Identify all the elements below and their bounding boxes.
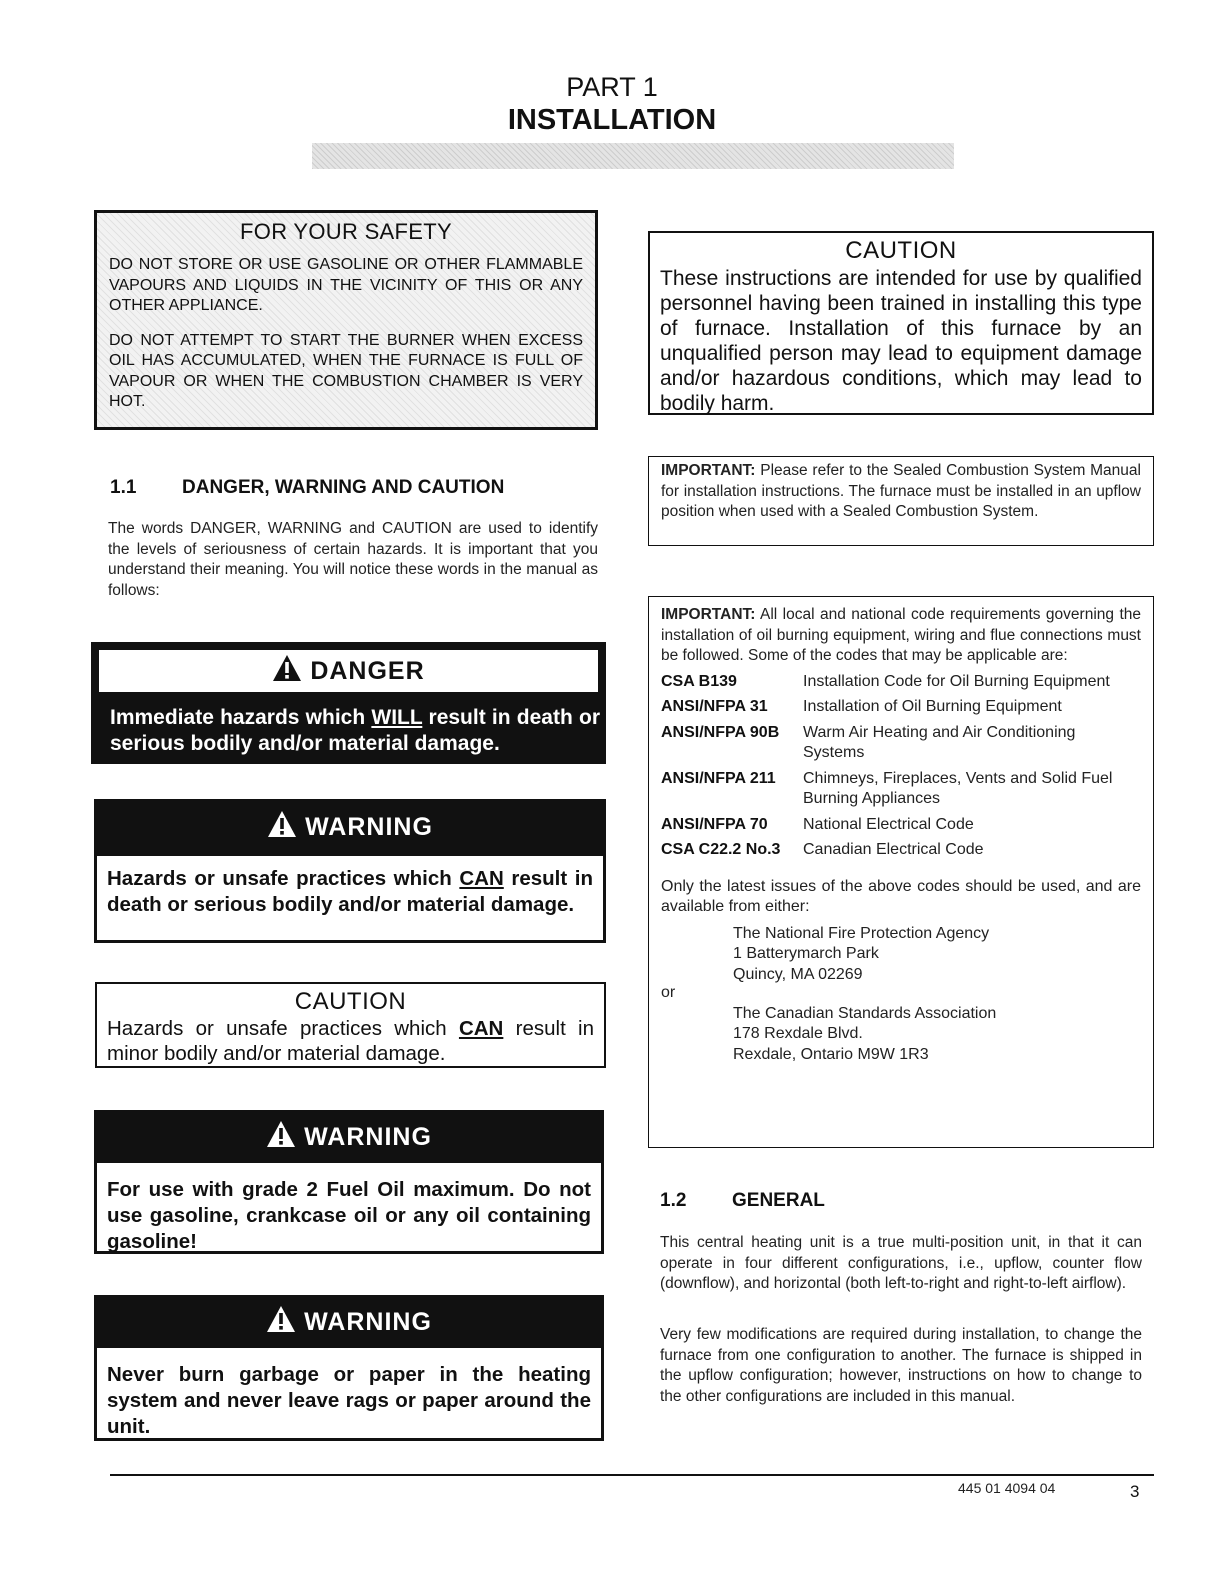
warning-1-title: WARNING xyxy=(305,813,433,841)
important-2-label: IMPORTANT: xyxy=(661,606,756,623)
caution-qualified-title: CAUTION xyxy=(845,237,957,264)
code-description: Warm Air Heating and Air Conditioning Systems xyxy=(803,723,1076,761)
part-heading: PART 1 xyxy=(566,72,658,102)
danger-emphasis: WILL xyxy=(371,706,423,729)
warning-3-title: WARNING xyxy=(304,1308,432,1336)
code-row xyxy=(661,840,1141,861)
caution-minor-text: Hazards or unsafe practices which CAN result in minor bodily and/or material damage. xyxy=(107,1017,594,1065)
section-1-1-number: 1.1 xyxy=(110,477,137,498)
section-1-1-body: The words DANGER, WARNING and CAUTION are used to identify the levels of seriousness of certain hazards. It is important that you understand their meaning. You will notice these words in the manual as follows: xyxy=(108,520,598,599)
section-1-2-heading xyxy=(660,1190,825,1212)
codes-availability-note: Only the latest issues of the above codes should be used, and are available from either: xyxy=(661,877,1141,915)
warning-2-text: For use with grade 2 Fuel Oil maximum. Do not use gasoline, crankcase oil or any oil containing gasoline! xyxy=(107,1178,591,1253)
warning-2-title-band xyxy=(97,1113,601,1163)
code-id: ANSI/NFPA 70 xyxy=(661,815,768,833)
code-description: Chimneys, Fireplaces, Vents and Solid Fuel Burning Appliances xyxy=(803,769,1113,807)
code-row xyxy=(661,769,1141,810)
code-description: Installation of Oil Burning Equipment xyxy=(803,698,1062,715)
section-1-1-title: DANGER, WARNING AND CAUTION xyxy=(182,477,505,498)
code-row xyxy=(661,815,1141,836)
code-description: National Electrical Code xyxy=(803,815,974,833)
code-id: ANSI/NFPA 31 xyxy=(661,698,768,715)
code-description: Canadian Electrical Code xyxy=(803,841,984,858)
section-1-2-paragraph-2: Very few modifications are required during installation, to change the furnace from one configuration to another. The furnace is shipped in the upflow configuration; however, instructions on how to change to the other configurations are included in this manual. xyxy=(660,1326,1142,1405)
document-number: 445 01 4094 04 xyxy=(958,1480,1056,1496)
danger-box xyxy=(91,642,606,764)
warning-box-3 xyxy=(94,1295,604,1441)
warning-2-alert-icon xyxy=(266,1120,296,1148)
warning-3-text: Never burn garbage or paper in the heating system and never leave rags or paper around the unit. xyxy=(107,1363,591,1438)
warning-1-emphasis: CAN xyxy=(459,867,504,890)
danger-title: DANGER xyxy=(310,657,425,685)
caution-box-qualified xyxy=(648,231,1154,415)
section-1-2-title: GENERAL xyxy=(732,1190,825,1211)
important-codes-box xyxy=(648,596,1154,1148)
danger-text: Immediate hazards which WILL result in death or serious bodily and/or material damage. xyxy=(110,706,600,755)
warning-3-title-band xyxy=(97,1298,601,1348)
code-id: CSA B139 xyxy=(661,672,737,690)
caution-minor-emphasis: CAN xyxy=(458,1017,504,1040)
address-nfpa: The National Fire Protection Agency 1 Batterymarch Park Quincy, MA 02269 xyxy=(733,924,990,983)
address-csa: The Canadian Standards Association 178 Rexdale Blvd. Rexdale, Ontario M9W 1R3 xyxy=(733,1004,997,1063)
code-id: ANSI/NFPA 211 xyxy=(661,769,776,787)
footer-rule xyxy=(110,1474,1154,1476)
important-sealed-combustion xyxy=(648,456,1154,546)
page-title: INSTALLATION xyxy=(507,104,717,136)
safety-title: FOR YOUR SAFETY xyxy=(240,219,452,244)
warning-3-alert-icon xyxy=(266,1305,296,1333)
warning-2-title: WARNING xyxy=(304,1123,432,1151)
danger-title-band xyxy=(99,650,598,692)
important-2-text: All local and national code requirements governing the installation of oil burning equipment, wiring and flue connections must be followed. Some of the codes that may be applicable are: xyxy=(661,606,1141,664)
header-divider-bar xyxy=(312,143,954,169)
warning-1-title-band xyxy=(97,802,603,856)
section-1-2-number: 1.2 xyxy=(660,1190,687,1211)
page-number: 3 xyxy=(1130,1482,1140,1501)
caution-minor-title: CAUTION xyxy=(294,988,407,1015)
warning-box-1 xyxy=(94,799,606,943)
code-description: Installation Code for Oil Burning Equipment xyxy=(803,672,1110,690)
codes-list xyxy=(661,672,1141,861)
danger-alert-icon xyxy=(272,654,302,682)
code-row xyxy=(661,697,1141,718)
warning-1-alert-icon xyxy=(267,810,297,838)
caution-box-minor xyxy=(95,982,606,1068)
important-1-text: Please refer to the Sealed Combustion System Manual for installation instructions. The furnace must be installed in an upflow position when used with a Sealed Combustion System. xyxy=(661,462,1141,520)
caution-qualified-text: These instructions are intended for use by qualified personnel having been trained in installing this type of furnace. Installation of this furnace by an unqualified person may lead to equipment damage and/or hazardous conditions, which may lead to bodily harm. xyxy=(660,267,1142,415)
important-1-label: IMPORTANT: xyxy=(661,462,756,479)
warning-box-2 xyxy=(94,1110,604,1254)
safety-paragraph-1: DO NOT STORE OR USE GASOLINE OR OTHER FLAMMABLE VAPOURS AND LIQUIDS IN THE VICINITY OF THIS OR ANY OTHER APPLIANCE. xyxy=(109,256,583,314)
safety-paragraph-2: DO NOT ATTEMPT TO START THE BURNER WHEN EXCESS OIL HAS ACCUMULATED, WHEN THE FURNACE IS FULL OF VAPOUR OR WHEN THE COMBUSTION CHAMBER IS VERY HOT. xyxy=(109,331,583,410)
code-row xyxy=(661,723,1141,764)
section-1-1-heading xyxy=(110,477,504,499)
section-1-2-paragraph-1: This central heating unit is a true multi-position unit, in that it can operate in four different configurations, i.e., upflow, counter flow (downflow), and horizontal (both left-to-right and right-to-left airflow). xyxy=(660,1234,1142,1292)
address-or: or xyxy=(661,984,676,1001)
code-row xyxy=(661,672,1141,693)
warning-1-text: Hazards or unsafe practices which CAN result in death or serious bodily and/or material damage. xyxy=(107,867,593,916)
safety-notice-box xyxy=(94,210,598,430)
code-id: ANSI/NFPA 90B xyxy=(661,723,780,741)
code-id: CSA C22.2 No.3 xyxy=(661,841,781,858)
